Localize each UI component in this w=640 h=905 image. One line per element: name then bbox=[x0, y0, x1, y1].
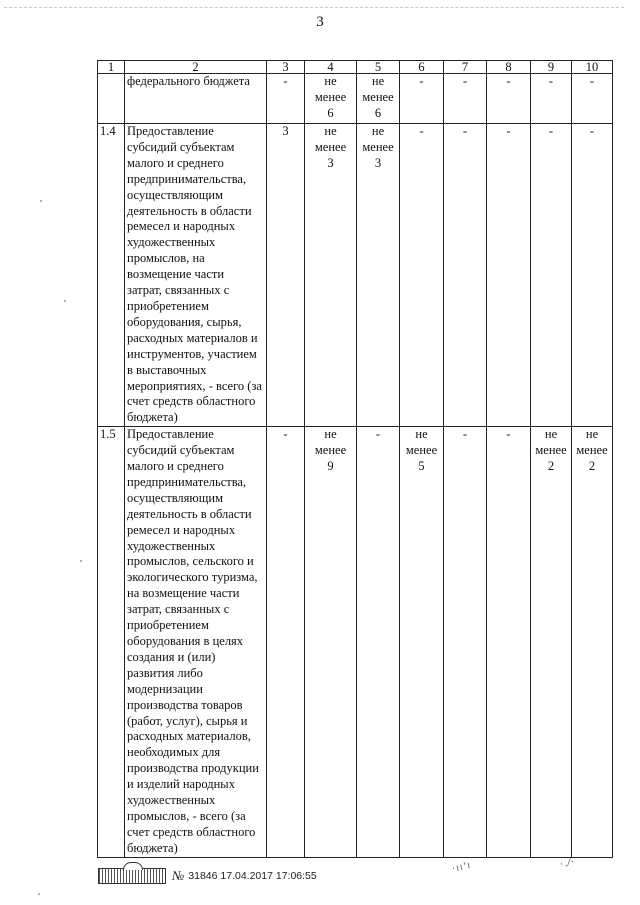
value-line: не bbox=[544, 427, 558, 442]
description-line: оборудования, сырья, bbox=[127, 314, 242, 329]
scan-speck bbox=[64, 300, 66, 302]
description-line: приобретением bbox=[127, 298, 209, 313]
description-line: на возмещение части bbox=[127, 586, 240, 601]
column-number: 10 bbox=[572, 61, 613, 74]
column-number: 1 bbox=[98, 61, 125, 74]
value-line: - bbox=[548, 124, 554, 138]
registration-stamp: 31846 17.04.2017 17:06:55 bbox=[188, 870, 317, 882]
table-row bbox=[98, 427, 613, 857]
value-line: менее bbox=[576, 443, 608, 458]
table-row bbox=[98, 124, 613, 427]
value-line: менее bbox=[362, 139, 394, 154]
value-line: менее bbox=[314, 139, 347, 154]
description-line: создания и (или) bbox=[127, 649, 216, 664]
item-number: 1.4 bbox=[98, 124, 125, 427]
description-line: экологического туризма, bbox=[127, 570, 258, 585]
value-line: - bbox=[462, 427, 468, 442]
description-line: оборудования в целях bbox=[127, 634, 244, 648]
value-line: 3 bbox=[282, 124, 289, 138]
value-line: не bbox=[324, 124, 337, 138]
value-line: - bbox=[462, 74, 468, 88]
value-line: не bbox=[324, 74, 337, 88]
registration-footer bbox=[98, 866, 317, 886]
indicator-value bbox=[572, 74, 613, 124]
indicator-value bbox=[531, 124, 572, 427]
column-number: 9 bbox=[531, 61, 572, 74]
value-line: 6 bbox=[327, 105, 334, 120]
description-line: (работ, услуг), сырья и bbox=[127, 713, 248, 728]
indicator-value bbox=[531, 74, 572, 124]
description-line: расходных материалов и bbox=[127, 330, 258, 345]
indicator-value bbox=[444, 74, 487, 124]
value-line: - bbox=[589, 124, 595, 138]
table-row bbox=[98, 74, 613, 124]
value-line: 5 bbox=[418, 459, 425, 474]
indicator-value bbox=[487, 74, 531, 124]
value-line: не bbox=[324, 427, 337, 442]
handwritten-mark-icon: ·.⁄· bbox=[559, 856, 577, 871]
item-number bbox=[98, 74, 125, 124]
description-line: счет средств областного bbox=[127, 394, 256, 409]
indicator-value bbox=[487, 427, 531, 857]
indicator-value bbox=[487, 124, 531, 427]
handwritten-mark-icon: ·ıı'ı bbox=[451, 860, 473, 875]
description-line: ремесел и народных bbox=[127, 219, 236, 234]
description-line: производства продукции bbox=[127, 761, 259, 776]
description-line: художественных bbox=[127, 793, 216, 808]
value-line: - bbox=[548, 74, 554, 88]
scan-speck bbox=[80, 560, 82, 562]
value-line: 9 bbox=[327, 459, 334, 474]
indicator-value bbox=[357, 124, 400, 427]
indicator-value bbox=[444, 124, 487, 427]
description-line: промыслов, сельского и bbox=[127, 554, 254, 569]
value-line: менее bbox=[362, 89, 394, 104]
description-line: бюджета) bbox=[127, 410, 178, 425]
description-line: модернизации bbox=[127, 681, 203, 696]
indicator-value bbox=[267, 124, 305, 427]
description-line: промыслов, на bbox=[127, 251, 205, 266]
description-line: возмещение части bbox=[127, 267, 225, 282]
indicator-value bbox=[572, 124, 613, 427]
value-line: - bbox=[506, 74, 511, 88]
description-line: инструментов, участием bbox=[127, 346, 257, 361]
description-line: федерального бюджета bbox=[127, 74, 250, 88]
indicator-value bbox=[305, 124, 357, 427]
value-line: не bbox=[371, 74, 385, 88]
column-number: 5 bbox=[357, 61, 400, 74]
scan-speck bbox=[38, 893, 40, 895]
indicator-value bbox=[357, 74, 400, 124]
item-number: 1.5 bbox=[98, 427, 125, 857]
column-number: 7 bbox=[444, 61, 487, 74]
number-sign: № bbox=[172, 868, 185, 883]
value-line: 3 bbox=[327, 155, 334, 170]
description-line: производства товаров bbox=[127, 697, 243, 712]
description-line: Предоставление bbox=[127, 427, 214, 442]
description-line: ремесел и народных bbox=[127, 522, 236, 537]
value-line: - bbox=[506, 124, 511, 138]
description-line: субсидий субъектам bbox=[127, 139, 235, 154]
column-number-row bbox=[98, 61, 613, 74]
indicator-value bbox=[531, 427, 572, 857]
value-line: - bbox=[419, 124, 424, 138]
column-number: 3 bbox=[267, 61, 305, 74]
indicator-value bbox=[400, 74, 444, 124]
indicator-value bbox=[267, 74, 305, 124]
value-line: менее bbox=[535, 443, 567, 458]
column-number: 4 bbox=[305, 61, 357, 74]
value-line: 2 bbox=[547, 459, 555, 474]
building-seal-icon bbox=[98, 868, 166, 884]
indicator-value bbox=[357, 427, 400, 857]
description-line: Предоставление bbox=[127, 124, 214, 138]
item-description bbox=[125, 427, 267, 857]
description-line: затрат, связанных с bbox=[127, 283, 230, 298]
description-line: необходимых для bbox=[127, 745, 221, 760]
column-number: 8 bbox=[487, 61, 531, 74]
value-line: 2 bbox=[588, 459, 596, 474]
description-line: художественных bbox=[127, 235, 216, 250]
value-line: не bbox=[415, 427, 428, 442]
description-line: малого и среднего bbox=[127, 459, 224, 474]
indicator-value bbox=[444, 427, 487, 857]
indicator-table bbox=[97, 60, 613, 858]
indicator-value bbox=[572, 427, 613, 857]
description-line: малого и среднего bbox=[127, 155, 224, 170]
description-line: счет средств областного bbox=[127, 824, 256, 839]
description-line: расходных материалов, bbox=[127, 729, 251, 744]
indicator-value bbox=[400, 124, 444, 427]
description-line: предпринимательства, bbox=[127, 474, 247, 489]
value-line: менее bbox=[405, 443, 438, 458]
description-line: мероприятиях, - всего (за bbox=[127, 378, 262, 393]
description-line: осуществляющим bbox=[127, 187, 223, 202]
value-line: - bbox=[283, 427, 288, 442]
description-line: развития либо bbox=[127, 665, 203, 680]
column-number: 6 bbox=[400, 61, 444, 74]
value-line: 6 bbox=[374, 105, 382, 120]
value-line: - bbox=[375, 427, 381, 442]
value-line: - bbox=[589, 74, 595, 88]
description-line: промыслов, - всего (за bbox=[127, 808, 246, 823]
value-line: - bbox=[462, 124, 468, 138]
value-line: менее bbox=[314, 443, 347, 458]
indicator-value bbox=[400, 427, 444, 857]
item-description bbox=[125, 124, 267, 427]
description-line: осуществляющим bbox=[127, 490, 223, 505]
indicator-value bbox=[267, 427, 305, 857]
value-line: 3 bbox=[374, 155, 382, 170]
description-line: бюджета) bbox=[127, 840, 178, 855]
description-line: субсидий субъектам bbox=[127, 443, 235, 458]
description-line: затрат, связанных с bbox=[127, 602, 230, 617]
value-line: не bbox=[585, 427, 599, 442]
description-line: и изделий народных bbox=[127, 777, 235, 792]
value-line: менее bbox=[314, 89, 347, 104]
description-line: в выставочных bbox=[127, 362, 207, 377]
description-line: предпринимательства, bbox=[127, 171, 247, 186]
description-line: деятельность в области bbox=[127, 506, 252, 521]
column-number: 2 bbox=[125, 61, 267, 74]
scan-speck bbox=[40, 200, 42, 202]
indicator-value bbox=[305, 427, 357, 857]
value-line: - bbox=[283, 74, 288, 88]
scan-edge-rule bbox=[4, 7, 624, 8]
indicator-value bbox=[305, 74, 357, 124]
value-line: - bbox=[506, 427, 511, 442]
value-line: не bbox=[371, 124, 385, 138]
description-line: художественных bbox=[127, 538, 216, 553]
page-number: 3 bbox=[316, 14, 324, 30]
description-line: приобретением bbox=[127, 618, 209, 633]
description-line: деятельность в области bbox=[127, 203, 252, 218]
value-line: - bbox=[419, 74, 424, 88]
item-description bbox=[125, 74, 267, 124]
